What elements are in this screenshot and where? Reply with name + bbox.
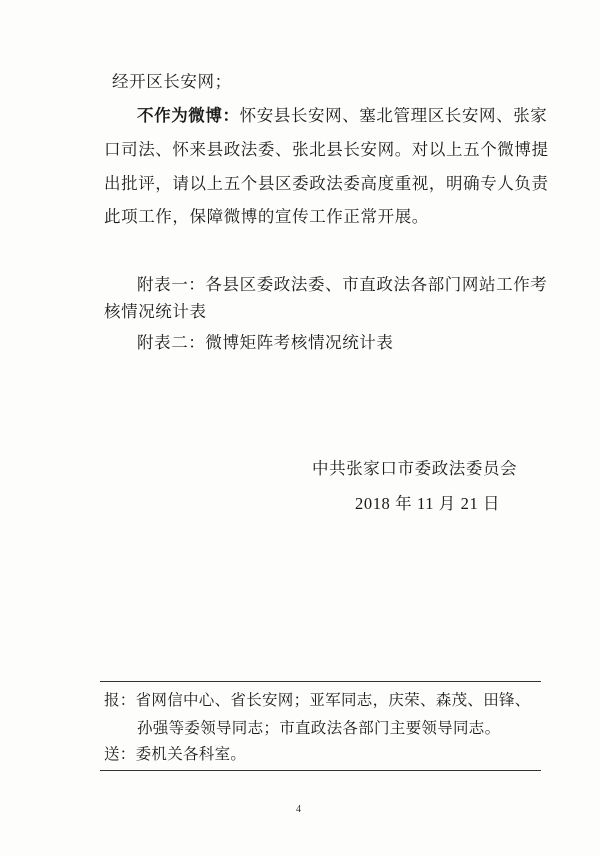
not-active-weibo-line1: 怀安县长安网、塞北管理区长安网、张家 bbox=[239, 106, 548, 125]
issue-date: 2018 年 11 月 21 日 bbox=[355, 494, 501, 513]
paragraph-line-3: 出批评，请以上五个县区委政法委高度重视，明确专人负责 bbox=[104, 174, 549, 193]
body-line-1: 经开区长安网； bbox=[112, 72, 232, 91]
divider-bottom bbox=[100, 770, 541, 771]
send-to-line: 送：委机关各科室。 bbox=[104, 745, 247, 763]
issuing-organization: 中共张家口市委政法委员会 bbox=[312, 459, 518, 478]
page-number: 4 bbox=[296, 804, 301, 815]
report-to-line-2: 孙强等委领导同志；市直政法各部门主要领导同志。 bbox=[137, 719, 501, 737]
paragraph-line-4: 此项工作，保障微博的宣传工作正常开展。 bbox=[104, 207, 429, 226]
report-to-line-1: 报：省网信中心、省长安网；亚军同志，庆荣、森茂、田锋、 bbox=[104, 691, 531, 709]
divider-top bbox=[100, 681, 541, 682]
paragraph-not-active-weibo bbox=[137, 106, 547, 126]
attachment-2: 附表二：微博矩阵考核情况统计表 bbox=[137, 333, 394, 352]
attachment-1-line-2: 核情况统计表 bbox=[104, 302, 207, 321]
paragraph-line-2: 口司法、怀来县政法委、张北县长安网。对以上五个微博提 bbox=[104, 140, 549, 159]
attachment-1-line-1: 附表一：各县区委政法委、市直政法各部门网站工作考 bbox=[137, 275, 548, 294]
not-active-weibo-label: 不作为微博： bbox=[137, 106, 240, 125]
